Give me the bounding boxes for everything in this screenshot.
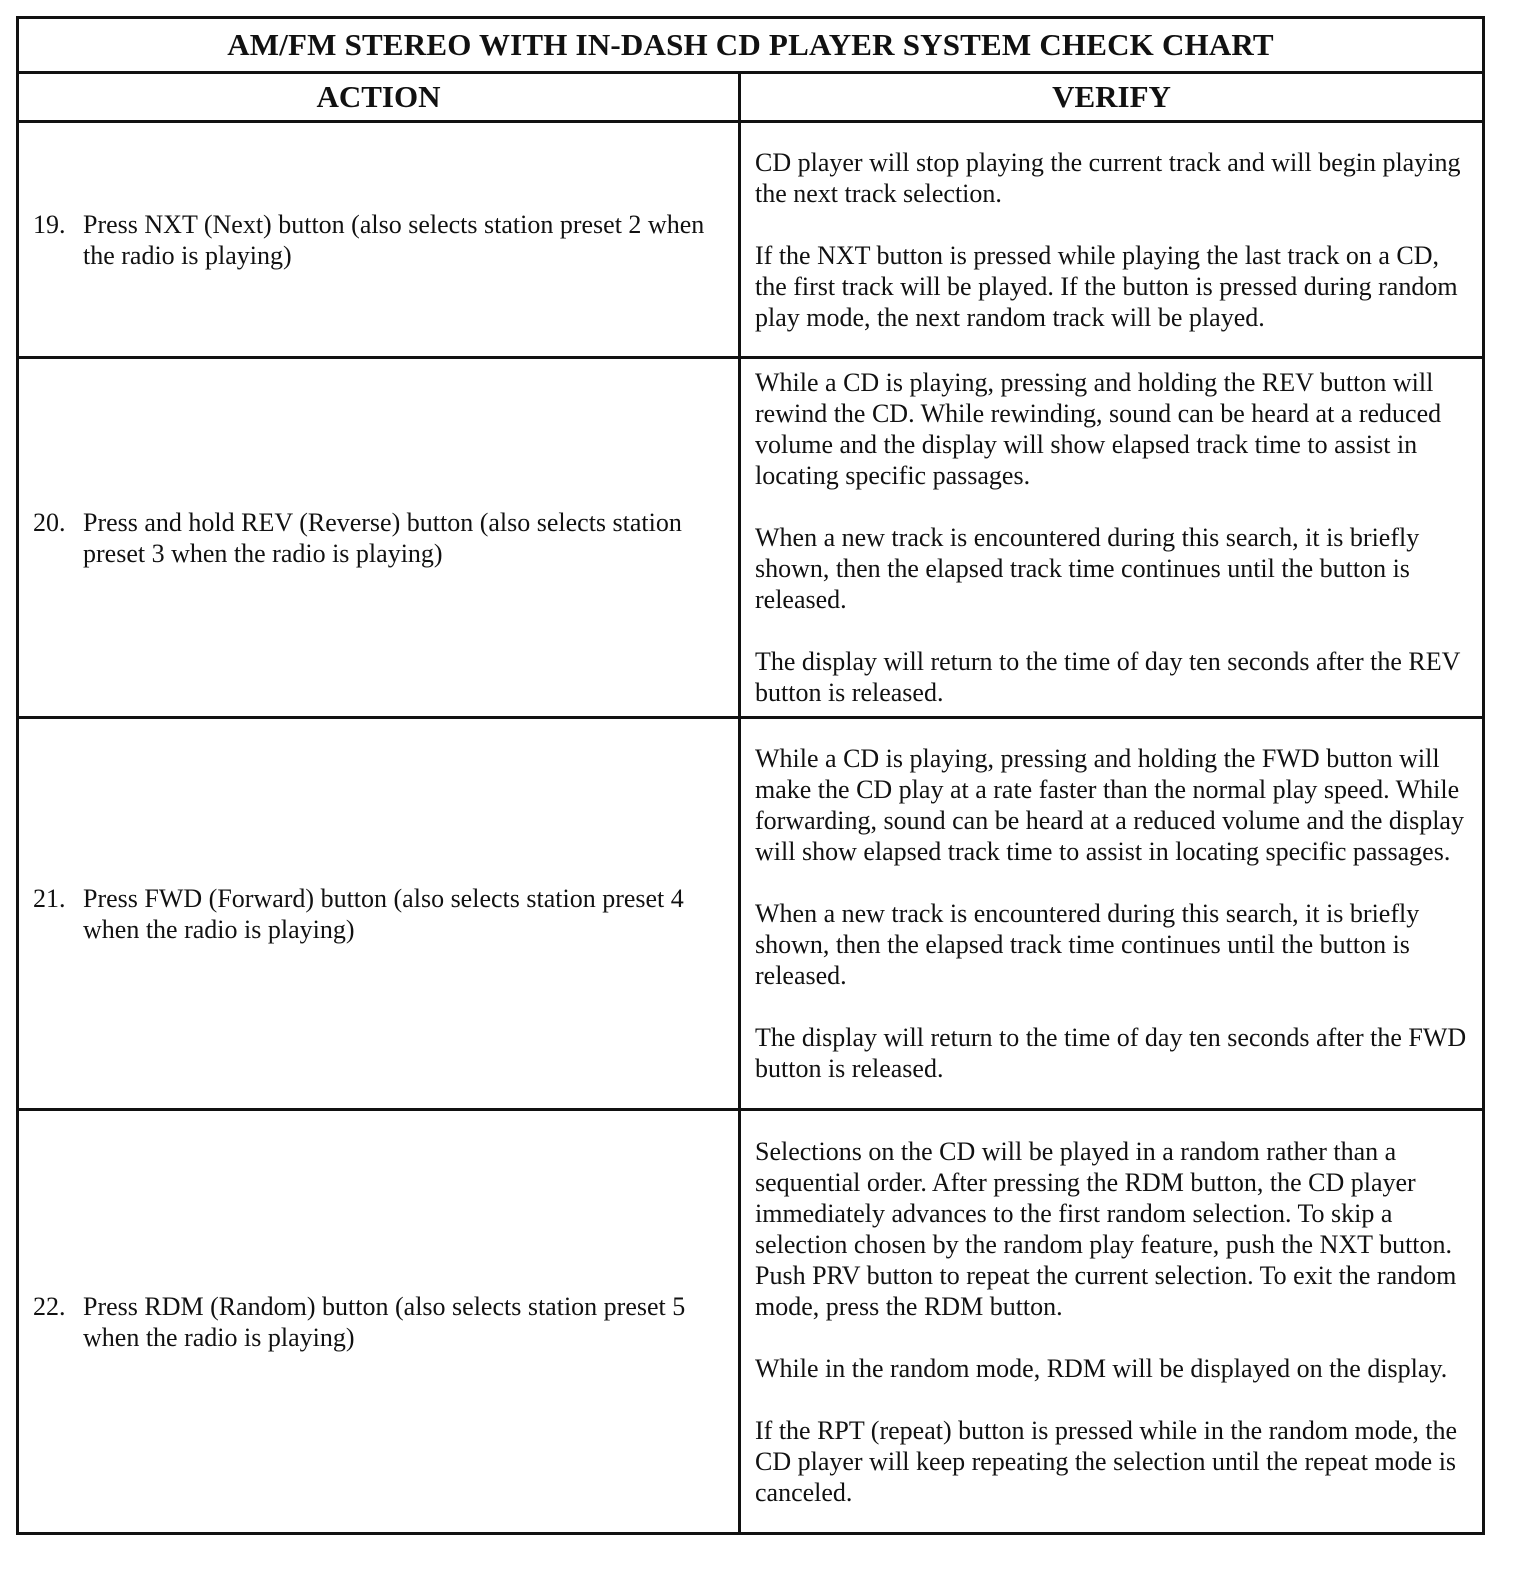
step-action: Press NXT (Next) button (also selects station preset 2 when the radio is playing) [83, 209, 705, 270]
table-row [18, 718, 1484, 1110]
verify-paragraph: If the NXT button is pressed while playing the last track on a CD, the first track will be played. If the button is pressed during random play mode, the next random track will be played. [755, 240, 1458, 332]
step-number: 20. [33, 507, 66, 537]
action-cell [18, 122, 740, 358]
verify-paragraph: The display will return to the time of day ten seconds after the REV button is released. [755, 647, 1460, 707]
verify-paragraph: If the RPT (repeat) button is pressed while in the random mode, the CD player will keep repeating the selection until the repeat mode is canceled. [755, 1415, 1458, 1507]
verify-paragraph: When a new track is encountered during this search, it is briefly shown, then the elapsed track time continues until the button is released. [755, 523, 1420, 614]
action-cell [18, 358, 740, 718]
step-action: Press RDM (Random) button (also selects station preset 5 when the radio is playing) [83, 1291, 686, 1352]
verify-paragraph: While a CD is playing, pressing and holding the REV button will rewind the CD. While rewinding, sound can be heard at a reduced volume and the display will show elapsed track time to assist in locating specific passages. [755, 368, 1442, 490]
step-number: 21. [33, 883, 66, 913]
verify-paragraph: When a new track is encountered during this search, it is briefly shown, then the elapsed track time continues until the button is released. [755, 899, 1420, 990]
step-action: Press and hold REV (Reverse) button (also selects station preset 3 when the radio is playing) [83, 507, 682, 568]
chart-title: AM/FM STEREO WITH IN-DASH CD PLAYER SYSTEM CHECK CHART [18, 18, 1484, 73]
verify-paragraph: CD player will stop playing the current track and will begin playing the next track selection. [755, 147, 1461, 208]
title-row [18, 18, 1484, 73]
step-number: 22. [33, 1291, 66, 1321]
step-number: 19. [33, 209, 66, 239]
header-row [18, 73, 1484, 122]
verify-cell [740, 122, 1484, 358]
action-column-header: ACTION [18, 73, 740, 122]
verify-cell [740, 1110, 1484, 1534]
verify-cell [740, 718, 1484, 1110]
verify-paragraph: While in the random mode, RDM will be displayed on the display. [755, 1353, 1448, 1383]
action-cell [18, 1110, 740, 1534]
step-action: Press FWD (Forward) button (also selects station preset 4 when the radio is playing) [83, 883, 684, 944]
table-row [18, 1110, 1484, 1534]
verify-paragraph: While a CD is playing, pressing and holding the FWD button will make the CD play at a rate faster than the normal play speed. While forwarding, sound can be heard at a reduced volume and the display will show elapsed track time to assist in locating specific passages. [755, 744, 1464, 866]
action-cell [18, 718, 740, 1110]
verify-column-header: VERIFY [740, 73, 1484, 122]
table-row [18, 358, 1484, 718]
table-row [18, 122, 1484, 358]
verify-cell [740, 358, 1484, 718]
verify-paragraph: Selections on the CD will be played in a random rather than a sequential order. After pressing the RDM button, the CD player immediately advances to the first random selection. To skip a selection chosen by the random play feature, push the NXT button. Push PRV button to repeat the current selection. To exit the random mode, press the RDM button. [755, 1136, 1457, 1321]
verify-paragraph: The display will return to the time of day ten seconds after the FWD button is released. [755, 1023, 1467, 1083]
system-check-chart [16, 16, 1485, 1535]
